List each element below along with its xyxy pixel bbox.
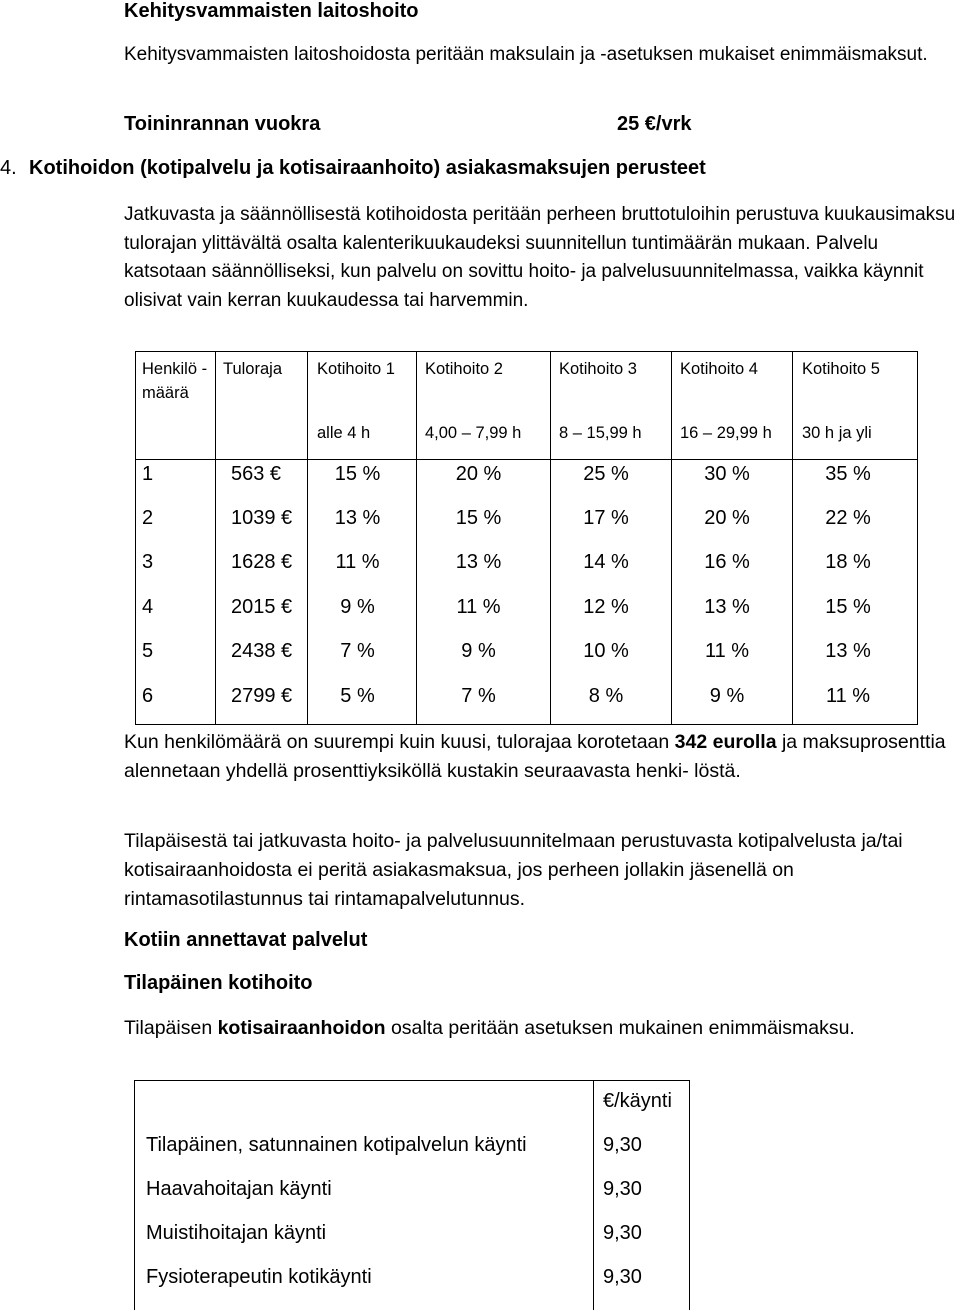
fee-cell-kotihoito-3: 25 % bbox=[583, 463, 629, 485]
section-title: Kotihoidon (kotipalvelu ja kotisairaanhoito) asiakasmaksujen perusteet bbox=[29, 157, 706, 179]
header-henkilomaara: Henkilö -määrä bbox=[142, 360, 208, 402]
fee-cell-kotihoito-4: 30 % bbox=[704, 463, 750, 485]
header-tuloraja: Tuloraja bbox=[223, 360, 282, 378]
visit-table-header: €/käynti bbox=[603, 1090, 672, 1112]
fee-cell-kotihoito-5: 15 % bbox=[825, 596, 871, 618]
fee-cell-kotihoito-2: 13 % bbox=[455, 551, 502, 573]
fee-cell-henkilo: 6 bbox=[142, 685, 154, 707]
fee-cell-kotihoito-1: 11 % bbox=[335, 551, 380, 573]
fee-cell-kotihoito-3: 10 % bbox=[583, 640, 629, 662]
header-kotihoito-5: Kotihoito 5 bbox=[802, 360, 880, 378]
fee-cell-kotihoito-2: 20 % bbox=[455, 463, 502, 485]
visit-row-label: Muistihoitajan käynti bbox=[146, 1222, 327, 1244]
heading-kotiin-annettavat: Kotiin annettavat palvelut bbox=[124, 929, 368, 951]
fee-cell-kotihoito-4: 13 % bbox=[704, 596, 750, 618]
header-kotihoito-2: Kotihoito 2 bbox=[425, 360, 503, 378]
fee-cell-kotihoito-1: 15 % bbox=[334, 463, 381, 485]
hours-kotihoito-2: 4,00 – 7,99 h bbox=[425, 424, 522, 442]
rent-value: 25 €/vrk bbox=[617, 113, 692, 135]
fee-cell-kotihoito-2: 9 % bbox=[461, 640, 496, 662]
para5-bold: kotisairaanhoidon bbox=[217, 1017, 386, 1039]
fee-cell-henkilo: 2 bbox=[142, 507, 154, 529]
visit-row-price: 9,30 bbox=[603, 1222, 642, 1244]
paragraph-laitoshoito: Kehitysvammaisten laitoshoidosta peritään maksulain ja -asetuksen mukaiset enimmäismaksut. bbox=[124, 44, 928, 65]
fee-cell-kotihoito-5: 13 % bbox=[825, 640, 871, 662]
visit-row-price: 9,30 bbox=[603, 1178, 642, 1200]
hours-kotihoito-4: 16 – 29,99 h bbox=[680, 424, 772, 442]
fee-cell-kotihoito-4: 20 % bbox=[704, 507, 750, 529]
fee-cell-tuloraja: 2015 € bbox=[231, 596, 293, 618]
fee-cell-kotihoito-2: 15 % bbox=[455, 507, 502, 529]
hours-kotihoito-5: 30 h ja yli bbox=[802, 424, 872, 442]
fee-cell-henkilo: 3 bbox=[142, 551, 154, 573]
hours-kotihoito-3: 8 – 15,99 h bbox=[559, 424, 642, 442]
fee-cell-tuloraja: 2438 € bbox=[231, 640, 293, 662]
para3-before: Kun henkilömäärä on suurempi kuin kuusi, tulorajaa korotetaan bbox=[124, 731, 675, 753]
header-kotihoito-3: Kotihoito 3 bbox=[559, 360, 637, 378]
fee-cell-tuloraja: 563 € bbox=[231, 463, 282, 485]
fee-cell-kotihoito-1: 9 % bbox=[340, 596, 375, 618]
fee-cell-kotihoito-2: 7 % bbox=[461, 685, 496, 707]
hours-kotihoito-1: alle 4 h bbox=[317, 424, 371, 442]
paragraph-kotihoito: Jatkuvasta ja säännöllisestä kotihoidosta peritään perheen bruttotuloihin perustuva kuukausimaksu tulorajan ylittävältä osalta kalenterikuukaudeksi suunnitellun tuntimäärän mukaan. Palvelu katsotaan säännölliseksi, kun palvelu on sovittu hoito- ja palvelusuunnitelmassa, vaikka käynnit olisivat vain kerran kuukaudessa tai harvemmin. bbox=[124, 204, 956, 311]
fee-cell-tuloraja: 1628 € bbox=[231, 551, 293, 573]
fee-cell-tuloraja: 2799 € bbox=[231, 685, 293, 707]
para3-after: ja maksuprosenttia alennetaan yhdellä prosenttiyksiköllä kustakin seuraavasta henki- löstä. bbox=[124, 731, 946, 782]
fee-cell-kotihoito-4: 11 % bbox=[704, 640, 750, 662]
paragraph-kotisairaanhoito bbox=[124, 1014, 956, 1043]
fee-cell-kotihoito-3: 17 % bbox=[583, 507, 629, 529]
fee-cell-kotihoito-4: 9 % bbox=[709, 685, 745, 707]
heading-tilapainen: Tilapäinen kotihoito bbox=[124, 972, 313, 994]
visit-row-label: Haavahoitajan käynti bbox=[146, 1178, 332, 1200]
fee-cell-henkilo: 1 bbox=[142, 463, 154, 485]
paragraph-henkilomaara bbox=[124, 728, 956, 786]
fee-cell-kotihoito-3: 14 % bbox=[583, 551, 629, 573]
fee-cell-tuloraja: 1039 € bbox=[231, 507, 293, 529]
para3-bold: 342 eurolla bbox=[674, 731, 777, 753]
para5-before: Tilapäisen bbox=[124, 1017, 218, 1039]
fee-cell-kotihoito-1: 13 % bbox=[334, 507, 381, 529]
rent-label: Toininrannan vuokra bbox=[124, 113, 321, 135]
visit-row-label: Fysioterapeutin kotikäynti bbox=[146, 1266, 372, 1288]
visit-row-price: 9,30 bbox=[603, 1266, 642, 1288]
fee-cell-henkilo: 5 bbox=[142, 640, 154, 662]
visit-row-label: Tilapäinen, satunnainen kotipalvelun käynti bbox=[146, 1134, 527, 1156]
para5-after: osalta peritään asetuksen mukainen enimmäismaksu. bbox=[385, 1017, 855, 1039]
fee-cell-kotihoito-3: 8 % bbox=[588, 685, 624, 707]
section-number: 4. bbox=[0, 157, 17, 179]
fee-cell-kotihoito-5: 18 % bbox=[825, 551, 871, 573]
fee-cell-kotihoito-2: 11 % bbox=[456, 596, 501, 618]
header-kotihoito-4: Kotihoito 4 bbox=[680, 360, 758, 378]
fee-cell-kotihoito-3: 12 % bbox=[583, 596, 629, 618]
visit-row-price: 9,30 bbox=[603, 1134, 642, 1156]
fee-cell-kotihoito-5: 22 % bbox=[825, 507, 871, 529]
fee-cell-henkilo: 4 bbox=[142, 596, 154, 618]
fee-cell-kotihoito-4: 16 % bbox=[704, 551, 750, 573]
fee-cell-kotihoito-1: 5 % bbox=[340, 685, 375, 707]
fee-table bbox=[135, 351, 918, 725]
fee-cell-kotihoito-5: 11 % bbox=[825, 685, 871, 707]
paragraph-rintamatunnus: Tilapäisestä tai jatkuvasta hoito- ja palvelusuunnitelmaan perustuvasta kotipalvelusta ja/tai kotisairaanhoidosta ei peritä asiakasmaksua, jos perheen jollakin jäsenellä on rintamasotilastunnus tai rintamapalvelutunnus. bbox=[124, 830, 903, 910]
fee-cell-kotihoito-5: 35 % bbox=[825, 463, 871, 485]
fee-cell-kotihoito-1: 7 % bbox=[340, 640, 375, 662]
visit-table bbox=[134, 1080, 690, 1310]
header-kotihoito-1: Kotihoito 1 bbox=[317, 360, 395, 378]
heading-laitoshoito: Kehitysvammaisten laitoshoito bbox=[124, 0, 419, 22]
